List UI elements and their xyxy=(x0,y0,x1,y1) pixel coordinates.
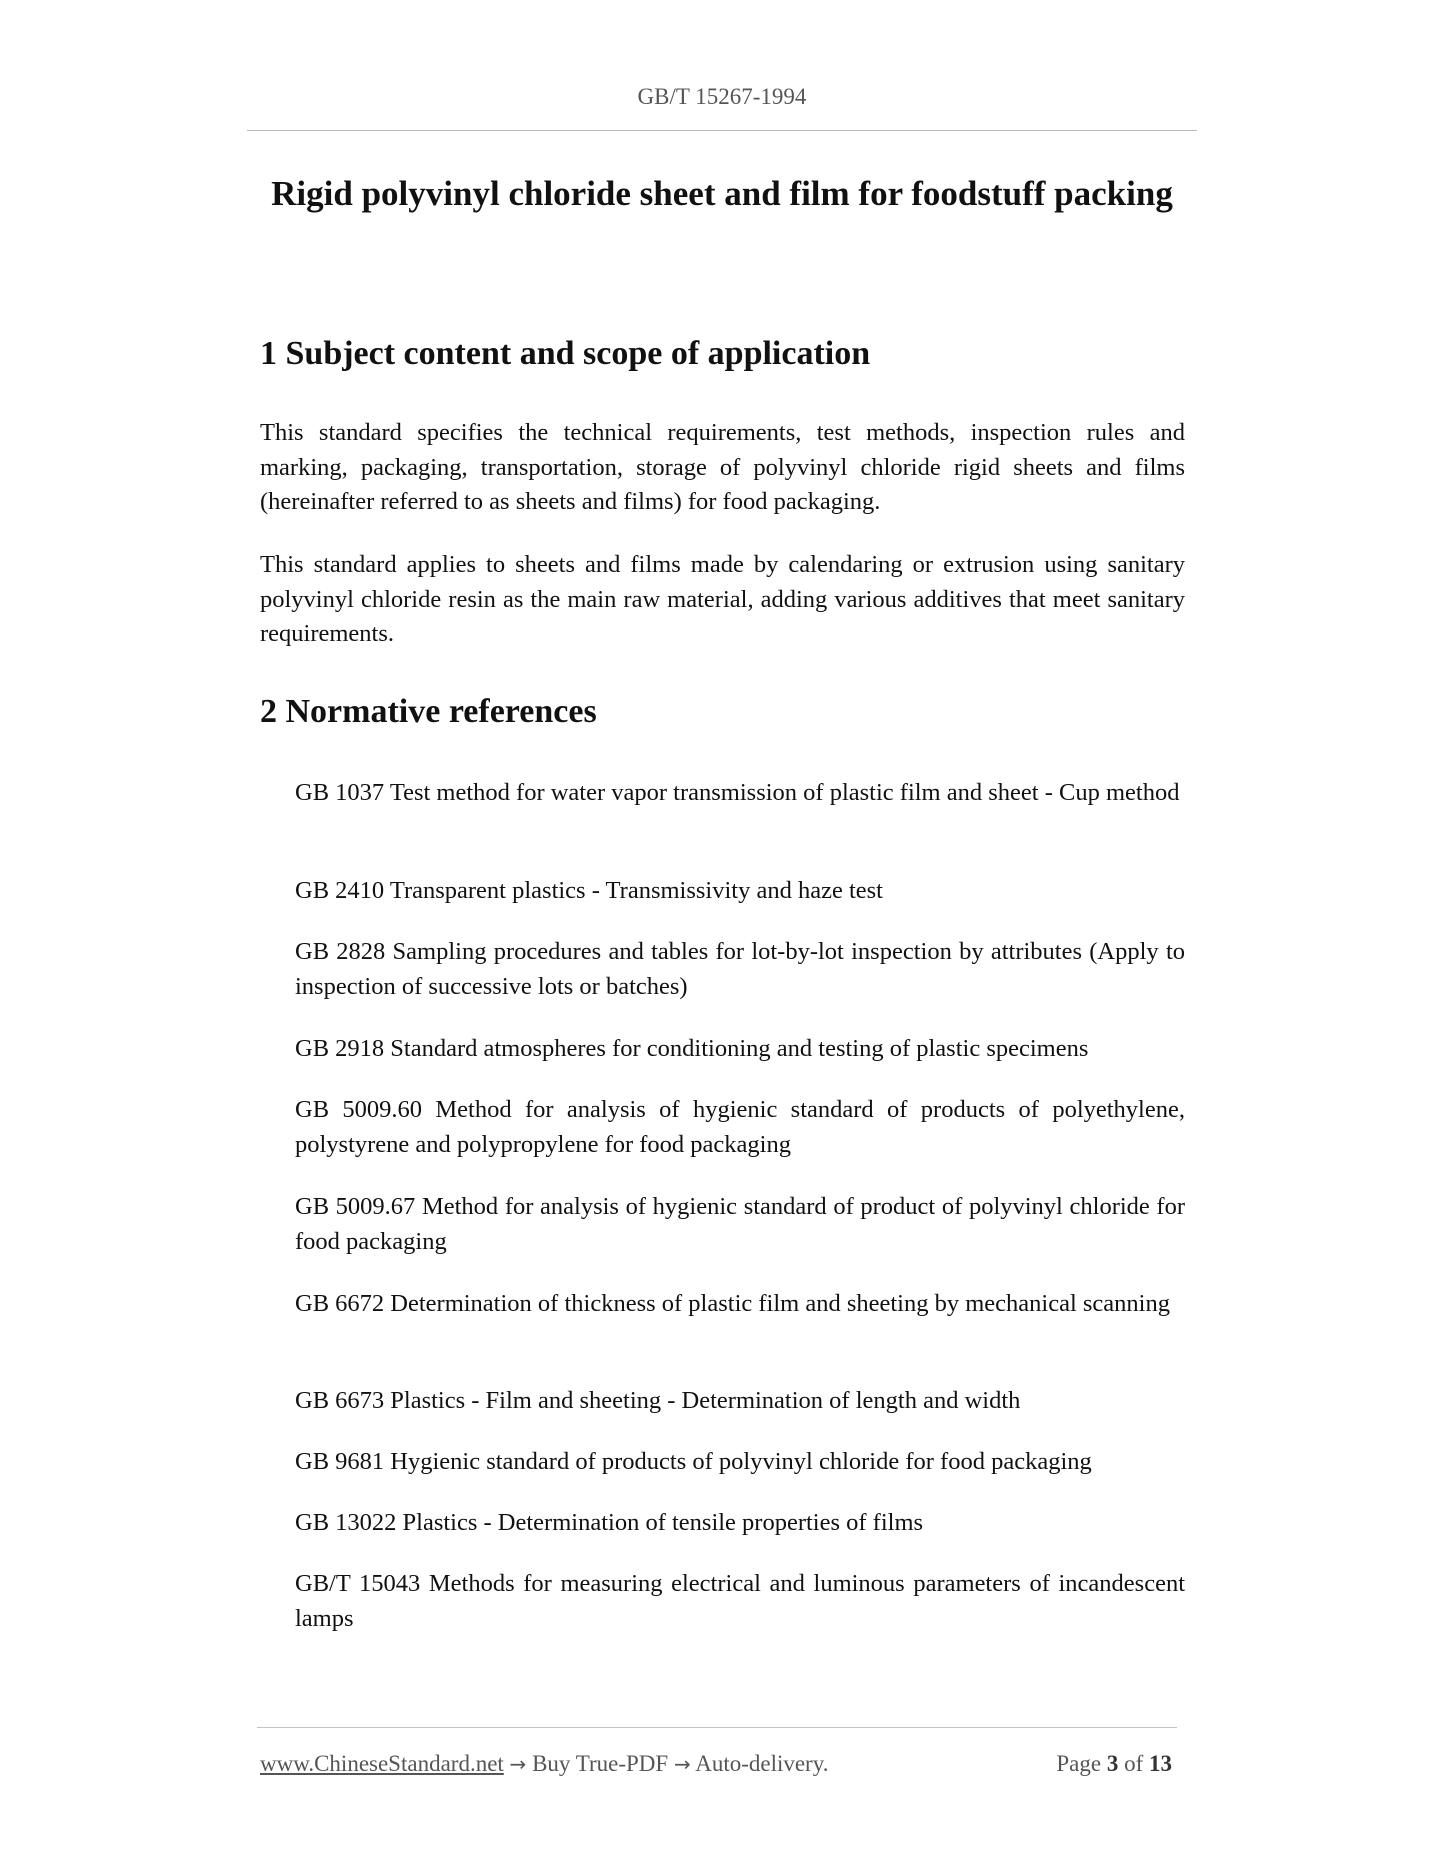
reference-item: GB 2410 Transparent plastics - Transmissivity and haze test xyxy=(295,877,883,904)
running-header: GB/T 15267-1994 xyxy=(637,84,807,109)
reference-item: GB 6672 Determination of thickness of plastic film and sheeting by mechanical scanning xyxy=(295,1290,1170,1317)
page-current: 3 xyxy=(1106,1751,1119,1776)
footer-promo xyxy=(260,1748,828,1780)
reference-item: GB 2828 Sampling procedures and tables for lot-by-lot inspection by attributes (Apply to inspection of successive lots or batches) xyxy=(295,938,1185,1000)
section-1-paragraph: This standard applies to sheets and films made by calendaring or extrusion using sanitary polyvinyl chloride resin as the main raw material, adding various additives that meet sanitary requirements. xyxy=(260,551,1185,647)
arrow-right-icon: → xyxy=(509,1752,527,1776)
page-total: 13 xyxy=(1149,1751,1172,1776)
reference-item: GB 5009.60 Method for analysis of hygienic standard of products of polyethylene, polystyrene and polypropylene for food packaging xyxy=(295,1096,1185,1158)
reference-item: GB 6673 Plastics - Film and sheeting - Determination of length and width xyxy=(295,1387,1021,1414)
reference-item: GB 5009.67 Method for analysis of hygienic standard of product of polyvinyl chloride for food packaging xyxy=(295,1193,1185,1255)
document-title: Rigid polyvinyl chloride sheet and film for foodstuff packing xyxy=(271,174,1173,213)
reference-item: GB/T 15043 Methods for measuring electrical and luminous parameters of incandescent lamps xyxy=(295,1570,1185,1632)
footer-step: Auto-delivery. xyxy=(695,1751,829,1776)
header-divider xyxy=(247,130,1197,131)
page-number xyxy=(1056,1748,1172,1780)
reference-item: GB 2918 Standard atmospheres for conditioning and testing of plastic specimens xyxy=(295,1035,1089,1062)
site-link[interactable]: www.ChineseStandard.net xyxy=(260,1751,504,1776)
reference-item: GB 1037 Test method for water vapor transmission of plastic film and sheet - Cup method xyxy=(295,779,1180,806)
page-of-label: of xyxy=(1124,1751,1144,1776)
footer-step: Buy True-PDF xyxy=(532,1751,669,1776)
footer-divider xyxy=(257,1727,1177,1728)
reference-item: GB 13022 Plastics - Determination of tensile properties of films xyxy=(295,1509,924,1536)
section-2-heading: 2 Normative references xyxy=(260,693,597,730)
reference-item: GB 9681 Hygienic standard of products of polyvinyl chloride for food packaging xyxy=(295,1448,1092,1475)
page-label: Page xyxy=(1056,1751,1102,1776)
section-1-paragraph: This standard specifies the technical requirements, test methods, inspection rules and marking, packaging, transportation, storage of polyvinyl chloride rigid sheets and films (hereinafter referred to as sheets and films) for food packaging. xyxy=(260,419,1185,515)
section-1-heading: 1 Subject content and scope of application xyxy=(260,335,871,372)
arrow-right-icon: → xyxy=(673,1752,691,1776)
